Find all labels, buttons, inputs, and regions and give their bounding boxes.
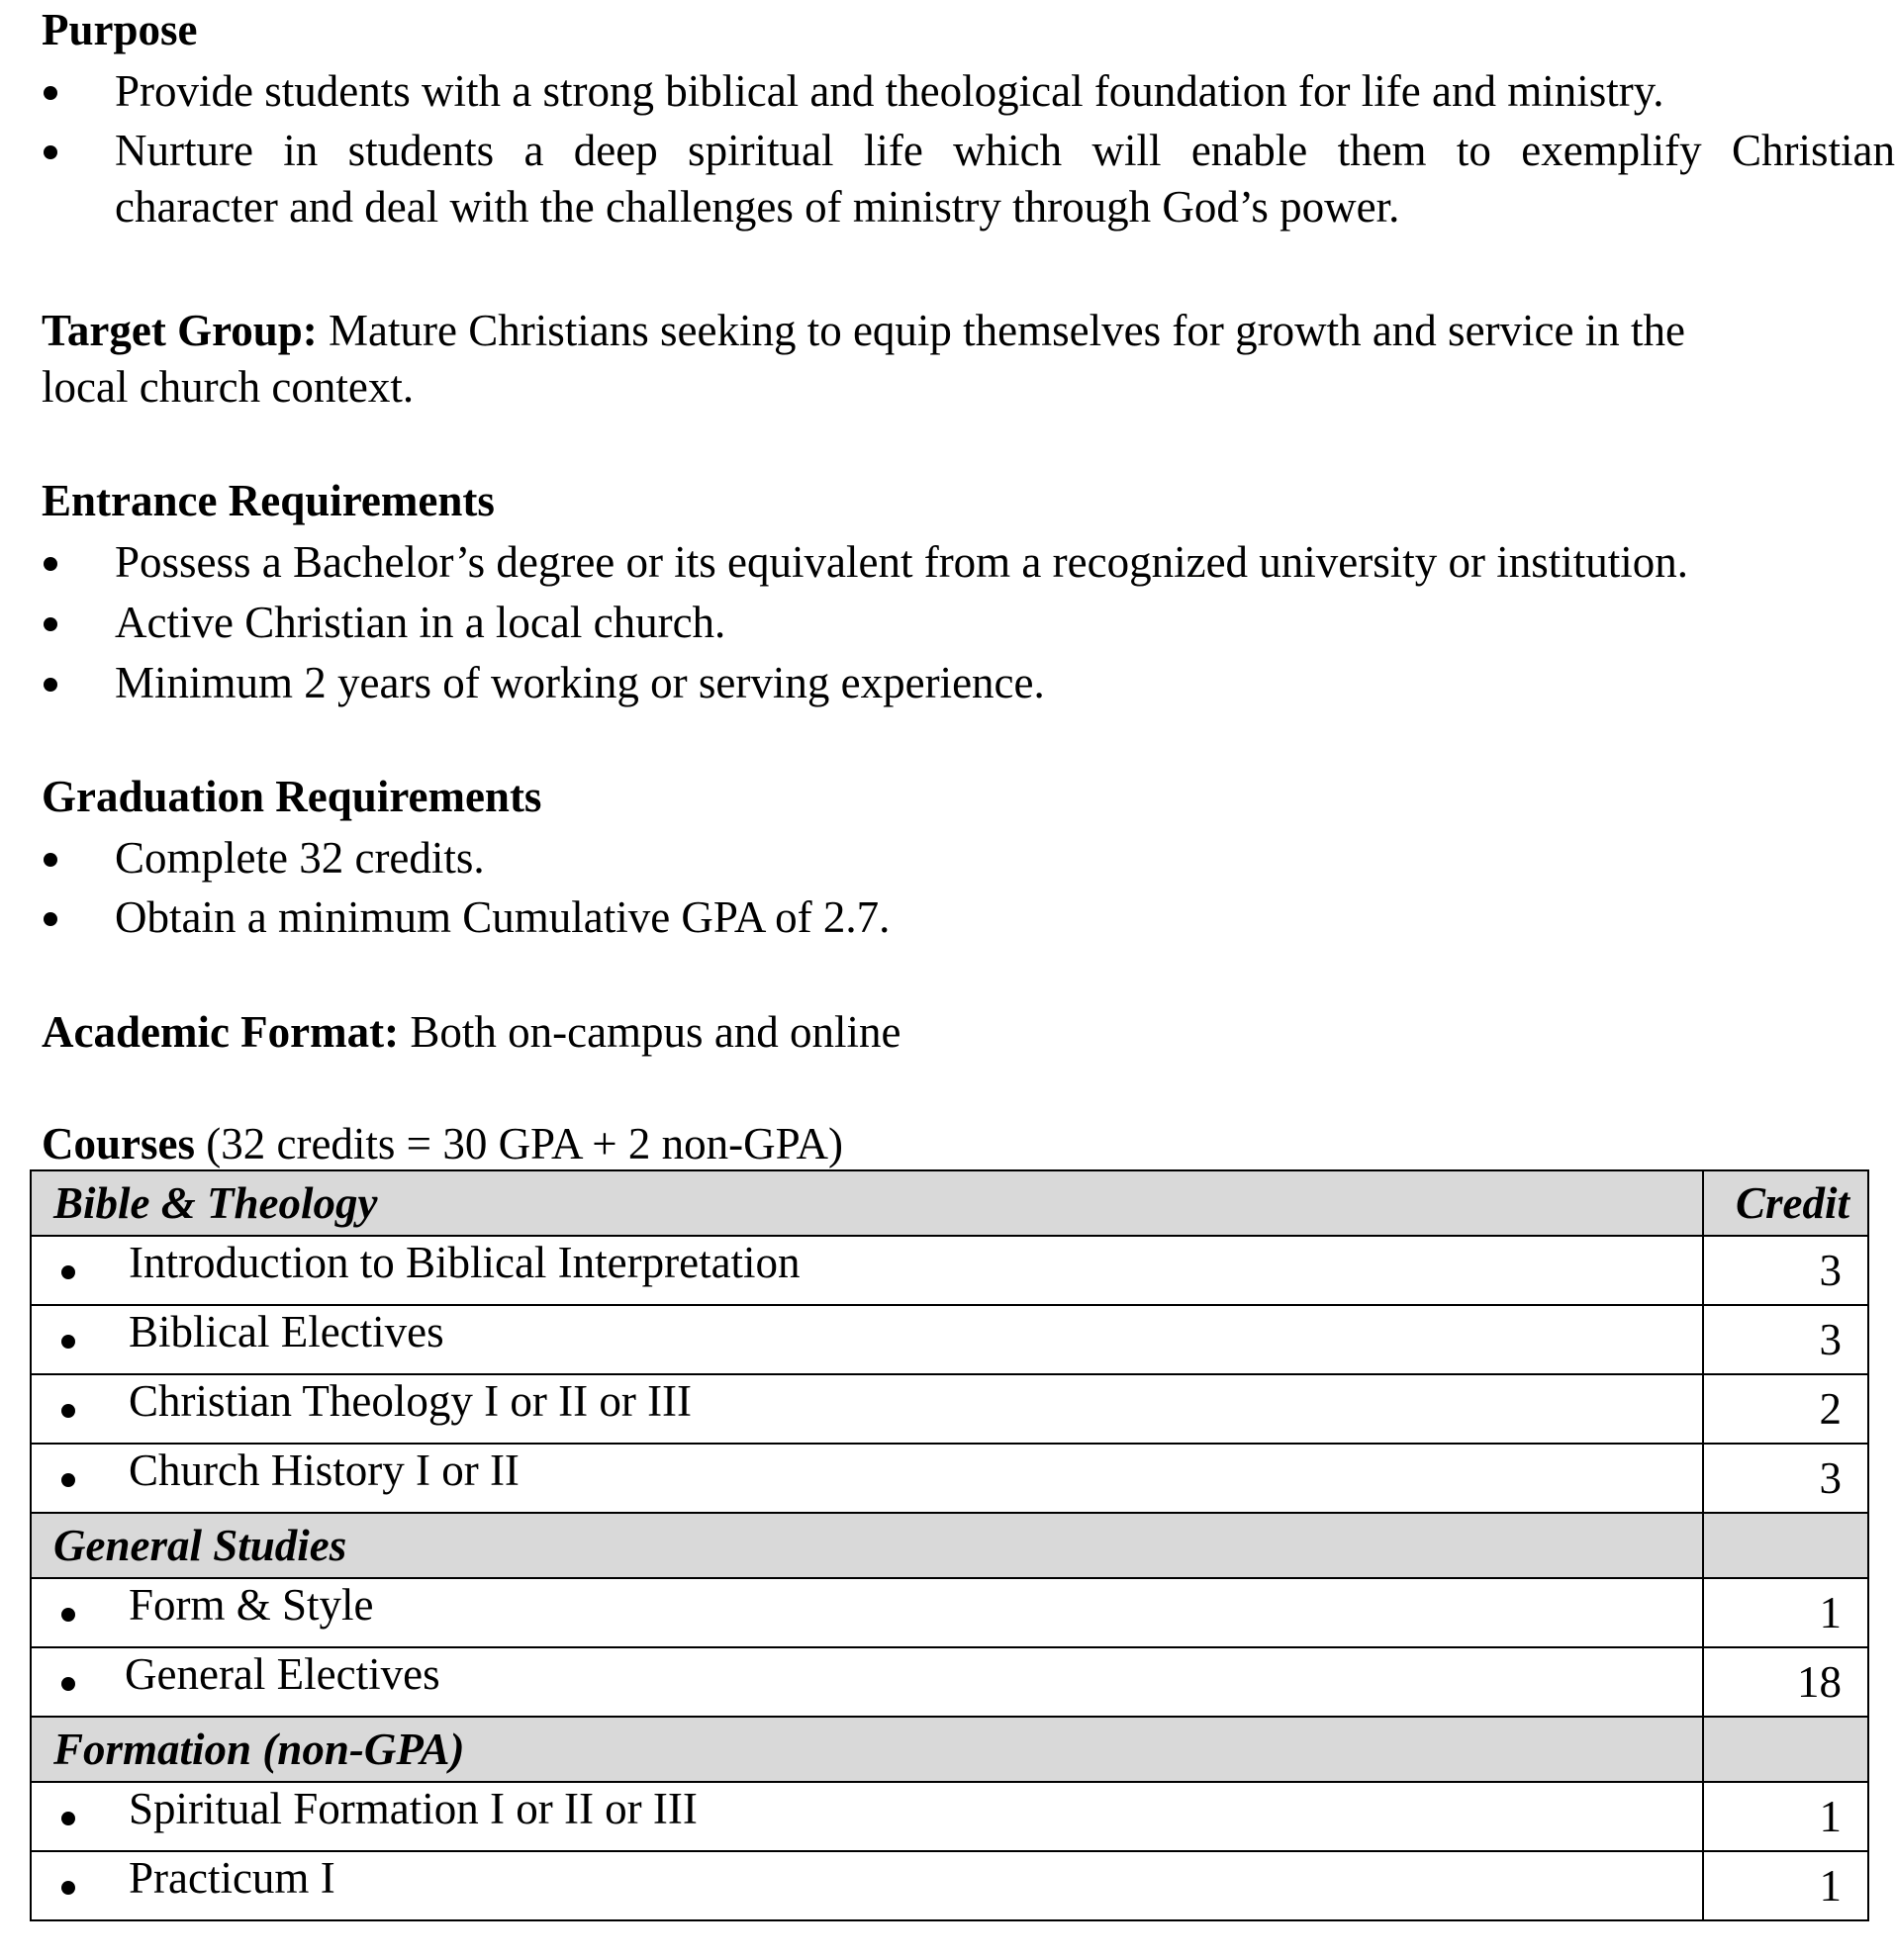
course-credit: 1 xyxy=(1819,1588,1842,1637)
course-credit-cell xyxy=(1703,1444,1868,1513)
section-credit-cell xyxy=(1703,1513,1868,1578)
bullet-icon xyxy=(44,678,57,692)
graduation-heading: Graduation Requirements xyxy=(42,772,542,821)
course-credit: 18 xyxy=(1797,1657,1842,1707)
bullet-icon xyxy=(61,1404,75,1418)
courses-note: (32 credits = 30 GPA + 2 non-GPA) xyxy=(195,1119,843,1168)
course-name-cell xyxy=(31,1374,1703,1444)
course-name: Biblical Electives xyxy=(129,1307,444,1356)
course-name-cell xyxy=(31,1305,1703,1374)
course-credit: 1 xyxy=(1819,1861,1842,1911)
section-title: Formation (non-GPA) xyxy=(53,1725,465,1774)
course-name-cell xyxy=(31,1578,1703,1647)
purpose-item-2-line1: Nurture in students a deep spiritual life which will enable them to exemplify Christian xyxy=(115,126,1895,175)
course-credit: 1 xyxy=(1819,1792,1842,1841)
bullet-icon xyxy=(61,1812,75,1825)
bullet-icon xyxy=(61,1881,75,1895)
section-title-cell xyxy=(31,1170,1703,1236)
table-row xyxy=(31,1305,1868,1374)
course-name-cell xyxy=(31,1236,1703,1305)
academic-format-text: Both on-campus and online xyxy=(399,1007,901,1057)
section-title: General Studies xyxy=(53,1521,347,1570)
courses-title-line xyxy=(42,1116,843,1171)
entrance-heading: Entrance Requirements xyxy=(42,476,495,525)
course-name: Practicum I xyxy=(129,1853,335,1903)
section-header-row xyxy=(31,1170,1868,1236)
course-name-cell xyxy=(31,1851,1703,1920)
entrance-item-2: Active Christian in a local church. xyxy=(115,598,726,647)
target-group-line1 xyxy=(42,303,1685,358)
table-row xyxy=(31,1647,1868,1717)
table-row xyxy=(31,1236,1868,1305)
table-row xyxy=(31,1374,1868,1444)
section-credit-cell xyxy=(1703,1717,1868,1782)
courses-label: Courses xyxy=(42,1119,195,1168)
course-name: Spiritual Formation I or II or III xyxy=(129,1784,698,1833)
purpose-heading: Purpose xyxy=(42,5,198,54)
bullet-icon xyxy=(61,1677,75,1691)
bullet-icon xyxy=(61,1265,75,1279)
entrance-item-3: Minimum 2 years of working or serving experience. xyxy=(115,658,1045,707)
academic-format-label: Academic Format: xyxy=(42,1007,400,1057)
course-credit-cell xyxy=(1703,1305,1868,1374)
course-credit: 3 xyxy=(1819,1246,1842,1295)
course-credit: 3 xyxy=(1819,1315,1842,1364)
table-row xyxy=(31,1851,1868,1920)
course-name: Introduction to Biblical Interpretation xyxy=(129,1238,801,1287)
section-title: Bible & Theology xyxy=(53,1178,378,1228)
section-header-row xyxy=(31,1513,1868,1578)
course-credit-cell xyxy=(1703,1374,1868,1444)
graduation-item-2: Obtain a minimum Cumulative GPA of 2.7. xyxy=(115,892,891,942)
target-group-text: Mature Christians seeking to equip themselves for growth and service in the xyxy=(317,306,1685,355)
entrance-item-1: Possess a Bachelor’s degree or its equivalent from a recognized university or institution. xyxy=(115,537,1689,587)
bullet-icon xyxy=(44,912,57,926)
academic-format-line xyxy=(42,1004,901,1060)
table-row xyxy=(31,1444,1868,1513)
table-row xyxy=(31,1782,1868,1851)
purpose-item-1: Provide students with a strong biblical and theological foundation for life and ministry. xyxy=(115,66,1664,116)
course-name: Form & Style xyxy=(129,1580,374,1630)
bullet-icon xyxy=(61,1335,75,1349)
bullet-icon xyxy=(44,86,57,100)
bullet-icon xyxy=(61,1473,75,1487)
section-header-row xyxy=(31,1717,1868,1782)
bullet-icon xyxy=(61,1608,75,1622)
section-title-cell xyxy=(31,1513,1703,1578)
course-credit-cell xyxy=(1703,1782,1868,1851)
course-credit: 2 xyxy=(1819,1384,1842,1434)
course-credit-cell xyxy=(1703,1236,1868,1305)
target-group-line2: local church context. xyxy=(42,362,415,412)
course-name-cell xyxy=(31,1782,1703,1851)
bullet-icon xyxy=(44,853,57,867)
bullet-icon xyxy=(44,145,57,159)
target-group-label: Target Group: xyxy=(42,306,318,355)
table-row xyxy=(31,1578,1868,1647)
course-name: General Electives xyxy=(125,1649,440,1699)
course-name: Church History I or II xyxy=(129,1446,520,1495)
purpose-item-2-line2: character and deal with the challenges of ministry through God’s power. xyxy=(115,182,1400,232)
course-credit-cell xyxy=(1703,1647,1868,1717)
course-credit-cell xyxy=(1703,1578,1868,1647)
courses-table xyxy=(30,1169,1869,1921)
course-name-cell xyxy=(31,1647,1703,1717)
course-credit-cell xyxy=(1703,1851,1868,1920)
credit-header: Credit xyxy=(1735,1178,1849,1228)
bullet-icon xyxy=(44,557,57,571)
graduation-item-1: Complete 32 credits. xyxy=(115,833,485,883)
course-credit: 3 xyxy=(1819,1453,1842,1503)
bullet-icon xyxy=(44,617,57,631)
section-title-cell xyxy=(31,1717,1703,1782)
credit-header-cell xyxy=(1703,1170,1868,1236)
course-name-cell xyxy=(31,1444,1703,1513)
course-name: Christian Theology I or II or III xyxy=(129,1376,693,1426)
